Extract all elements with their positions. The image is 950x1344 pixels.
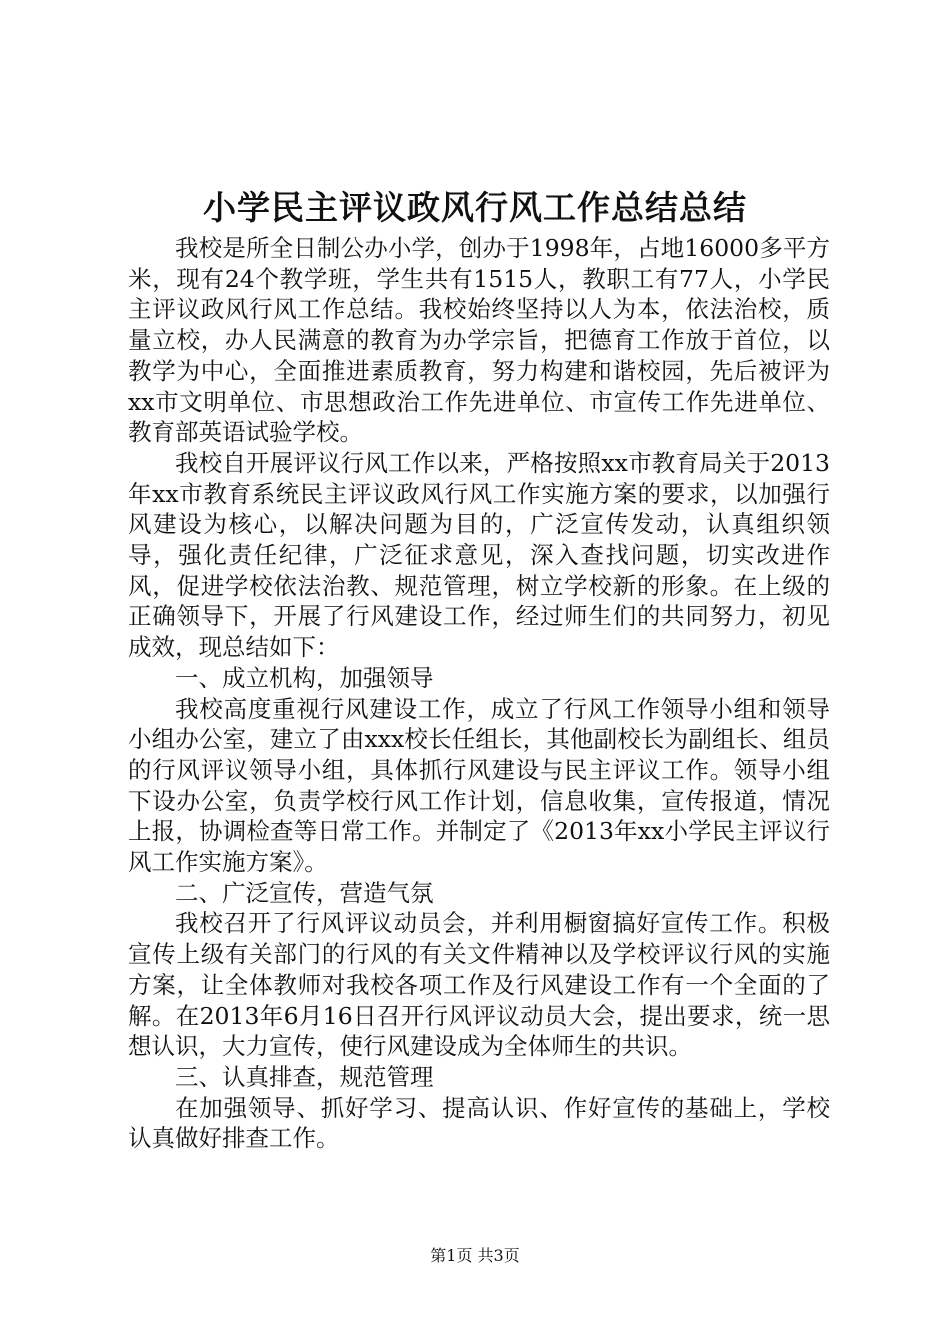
paragraph-intro: 我校是所全日制公办小学，创办于1998年，占地16000多平方米，现有24个教学班，学生共有1515人，教职工有77人，小学民主评议政风行风工作总结。我校始终坚持以人为本，依法治校，质量立校，办人民满意的教育为办学宗旨，把德育工作放于首位，以教学为中心，全面推进素质教育，努力构建和谐校园，先后被评为xx市文明单位、市思想政治工作先进单位、市宣传工作先进单位、教育部英语试验学校。 (128, 234, 830, 447)
section-text-3: 在加强领导、抓好学习、提高认识、作好宣传的基础上，学校认真做好排查工作。 (128, 1093, 830, 1153)
document-body (128, 233, 830, 1154)
section-text-1: 我校高度重视行风建设工作，成立了行风工作领导小组和领导小组办公室，建立了由xxx校长任组长，其他副校长为副组长、组员的行风评议领导小组，具体抓行风建设与民主评议工作。领导小组下设办公室，负责学校行风工作计划，信息收集，宣传报道，情况上报，协调检查等日常工作。并制定了《2013年xx小学民主评议行风工作实施方案》。 (128, 694, 830, 877)
paragraph-overview: 我校自开展评议行风工作以来，严格按照xx市教育局关于2013年xx市教育系统民主评议政风行风工作实施方案的要求，以加强行风建设为核心，以解决问题为目的，广泛宣传发动，认真组织领导，强化责任纪律，广泛征求意见，深入查找问题，切实改进作风，促进学校依法治教、规范管理，树立学校新的形象。在上级的正确领导下，开展了行风建设工作，经过师生们的共同努力，初见成效，现总结如下： (128, 448, 830, 662)
page-footer: 第1页 共3页 (430, 1246, 520, 1265)
section-text-2: 我校召开了行风评议动员会，并利用橱窗搞好宣传工作。积极宣传上级有关部门的行风的有关文件精神以及学校评议行风的实施方案，让全体教师对我校各项工作及行风建设工作有一个全面的了解。在2013年6月16日召开行风评议动员大会，提出要求，统一思想认识，大力宣传，使行风建设成为全体师生的共识。 (128, 909, 830, 1061)
section-heading-1: 一、成立机构，加强领导 (175, 663, 434, 692)
section-heading-3: 三、认真排查，规范管理 (175, 1062, 434, 1091)
section-heading-2: 二、广泛宣传，营造气氛 (175, 878, 434, 907)
document-title: 小学民主评议政风行风工作总结总结 (203, 188, 747, 227)
